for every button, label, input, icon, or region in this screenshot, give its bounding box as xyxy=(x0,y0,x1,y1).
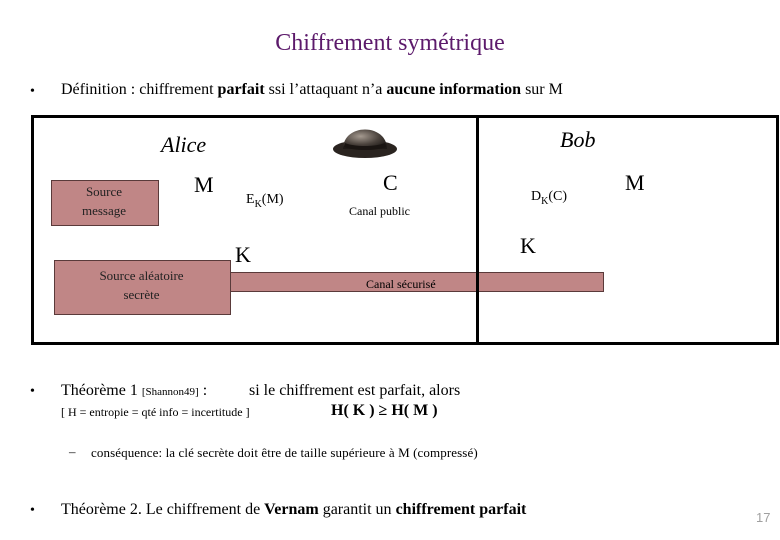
definition-text xyxy=(61,81,563,99)
definition-middle: ssi l’attaquant n’a xyxy=(264,81,387,98)
m-right-label: M xyxy=(625,170,645,195)
bowler-hat-icon xyxy=(331,115,399,161)
message-source-line1: Source xyxy=(85,184,123,199)
message-source-label xyxy=(51,182,157,220)
encryption-label xyxy=(246,192,284,210)
m-left-label: M xyxy=(194,172,214,197)
decryption-label xyxy=(531,189,567,207)
slide-title: Chiffrement symétrique xyxy=(275,30,505,56)
dk-rest: (C) xyxy=(548,189,568,204)
bullet-marker-2: • xyxy=(30,384,35,399)
secure-channel-label: Canal sécurisé xyxy=(366,277,436,291)
definition-prefix: Définition : chiffrement xyxy=(61,81,218,98)
definition-bold-parfait: parfait xyxy=(217,81,265,98)
theorem2-bold-vernam: Vernam xyxy=(264,501,319,518)
sub-bullet-dash: – xyxy=(69,444,76,459)
ek-sub: K xyxy=(254,198,262,210)
definition-suffix: sur M xyxy=(521,81,563,98)
theorem1-heading xyxy=(61,382,207,400)
diagram-frame xyxy=(31,115,779,345)
entropy-formula xyxy=(331,402,438,420)
entropy-note: [ H = entropie = qté info = incertitude ] xyxy=(61,405,250,419)
alice-bob-divider xyxy=(476,115,479,342)
ciphertext-label: C xyxy=(383,170,398,195)
consequence-text: conséquence: la clé secrète doit être de taille supérieure à M (compressé) xyxy=(91,445,478,460)
theorem2-text xyxy=(61,501,526,519)
message-source-line2: message xyxy=(81,203,127,218)
public-channel-label: Canal public xyxy=(349,204,410,218)
dk-sub: K xyxy=(541,195,549,207)
ek-main: E xyxy=(246,192,255,207)
random-source-line2: secrète xyxy=(123,287,160,302)
page-number: 17 xyxy=(756,510,771,525)
theorem2-middle: garantit un xyxy=(318,501,396,518)
theorem2-bold-parfait: chiffrement parfait xyxy=(395,501,527,518)
encryption-diagram xyxy=(31,115,779,343)
k-right-label: K xyxy=(520,233,536,258)
theorem1-statement: si le chiffrement est parfait, alors xyxy=(249,382,461,399)
theorem1-label: Théorème 1 xyxy=(61,382,142,399)
bullet-marker-3: • xyxy=(30,503,35,518)
k-left-label: K xyxy=(235,242,251,267)
formula-right: H( M ) xyxy=(391,402,438,419)
alice-label: Alice xyxy=(161,132,207,157)
random-source-label xyxy=(54,266,229,304)
random-source-line1: Source aléatoire xyxy=(99,268,184,283)
formula-left: H( K ) xyxy=(331,402,375,419)
formula-operator: ≥ xyxy=(378,402,388,419)
theorem1-ref: [Shannon49] xyxy=(141,386,199,398)
definition-bold-information: aucune information xyxy=(386,81,522,98)
dk-main: D xyxy=(531,189,542,204)
bullet-marker-1: • xyxy=(30,84,35,99)
theorem2-prefix: Théorème 2. Le chiffrement de xyxy=(61,501,265,518)
bob-label: Bob xyxy=(560,127,596,152)
theorem1-colon: : xyxy=(198,382,208,399)
ek-rest: (M) xyxy=(261,192,284,207)
